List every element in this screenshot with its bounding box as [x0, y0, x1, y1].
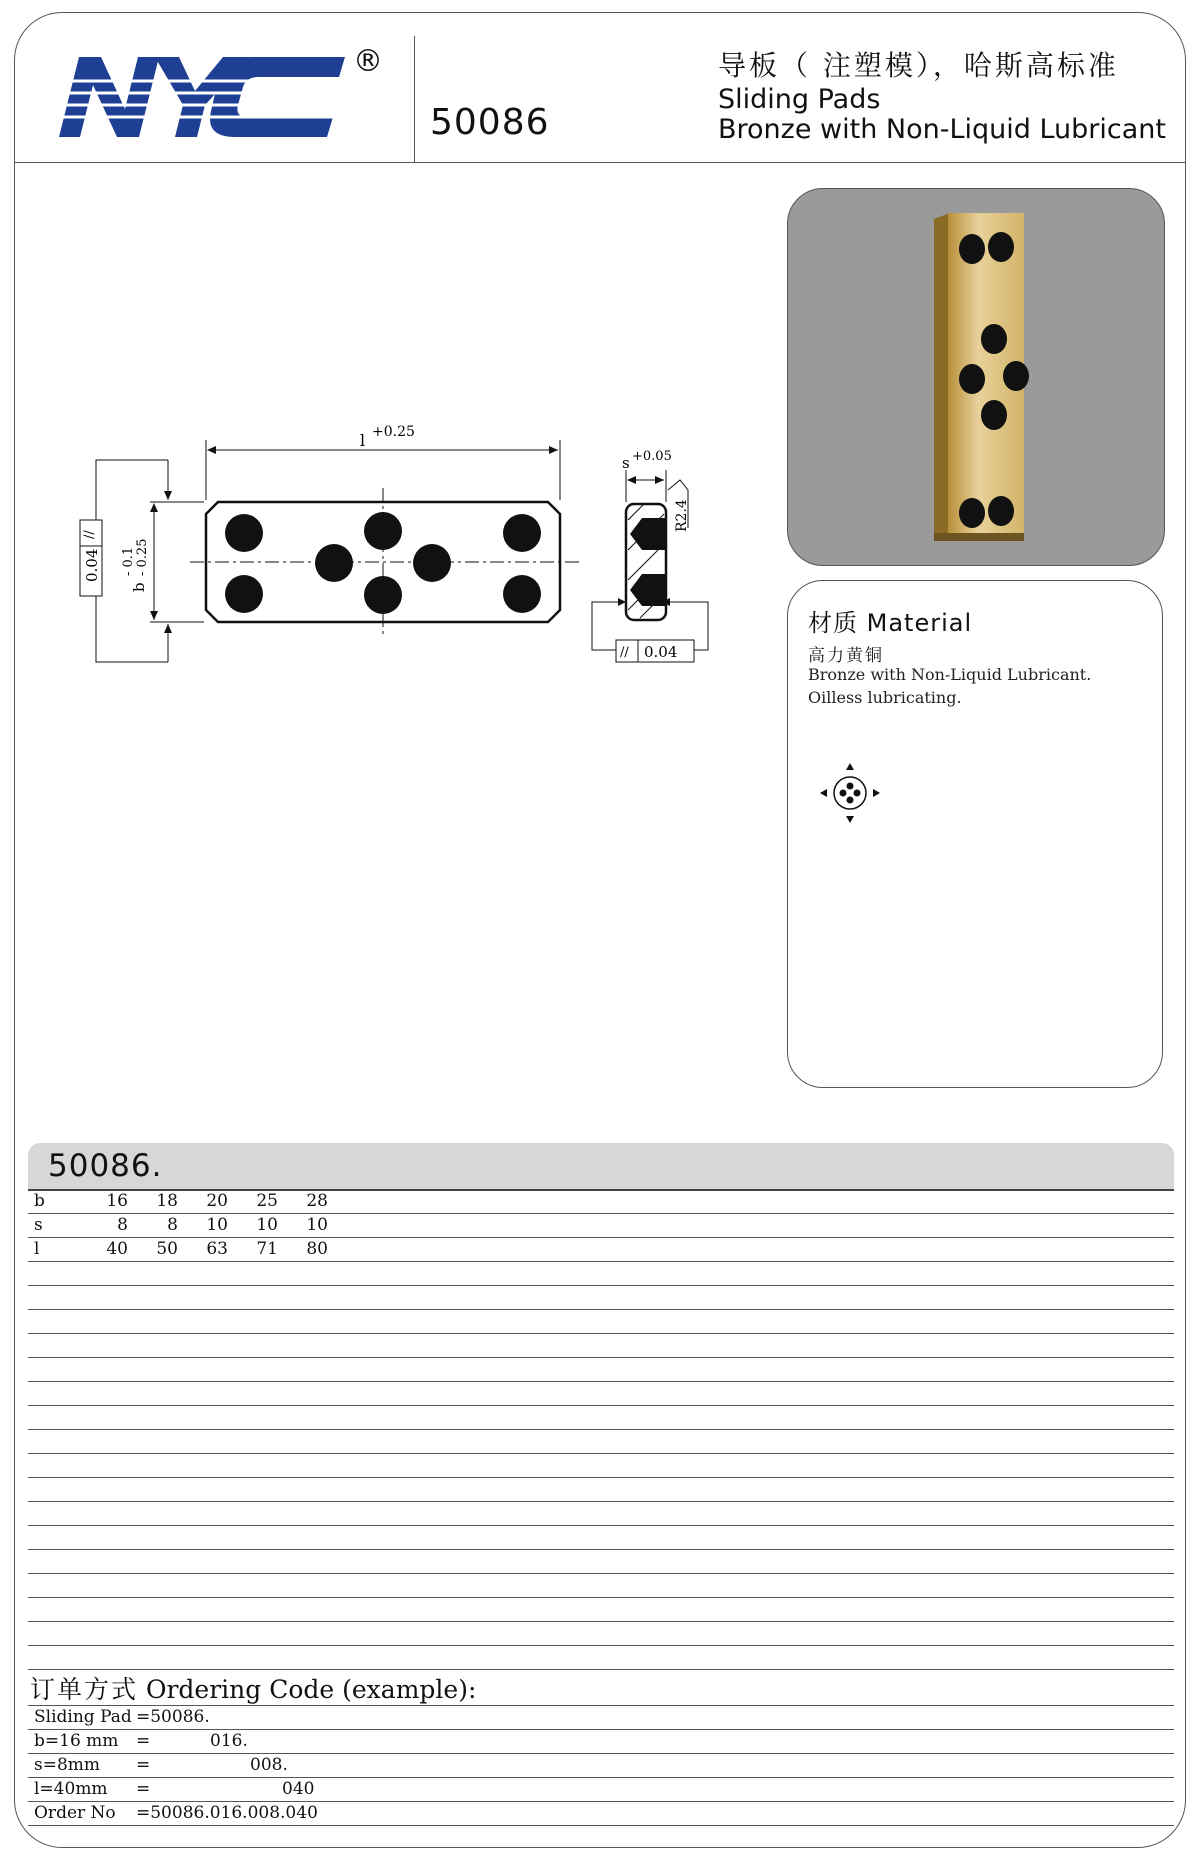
order-line-eq: =	[136, 1779, 151, 1799]
svg-text://: //	[82, 530, 97, 539]
product-photo-panel	[787, 188, 1165, 566]
table-rule	[28, 1357, 1174, 1358]
lubricant-plug	[503, 514, 541, 552]
order-line-eq: =50086.	[136, 1707, 210, 1727]
material-panel	[787, 580, 1163, 1088]
order-line-label: b=16 mm	[34, 1731, 119, 1751]
table-cell: 8	[117, 1215, 128, 1235]
registered-mark: ®	[353, 45, 383, 79]
lubricant-plug	[413, 544, 451, 582]
order-line-label: s=8mm	[34, 1755, 101, 1775]
s-tolerance: +0.05	[632, 449, 672, 464]
table-cell: 8	[167, 1215, 178, 1235]
lubricant-plug	[503, 575, 541, 613]
row-label-b: b	[34, 1191, 45, 1211]
order-rule	[28, 1801, 1174, 1802]
material-description: Bronze with Non-Liquid Lubricant.	[808, 665, 1092, 684]
table-cell: 50	[156, 1239, 178, 1259]
row-label-l: l	[34, 1239, 40, 1259]
order-line-code: 040	[282, 1779, 315, 1799]
table-cell: 40	[106, 1239, 128, 1259]
table-rule	[28, 1429, 1174, 1430]
ordering-title-en: Ordering Code (example):	[145, 1675, 477, 1704]
order-line-label: l=40mm	[34, 1779, 108, 1799]
ordering-title	[30, 1670, 476, 1706]
table-cell: 18	[156, 1191, 178, 1211]
title-chinese: 导板（ 注塑模），哈斯高标准	[718, 49, 1119, 82]
order-number: =50086.016.008.040	[136, 1803, 318, 1823]
table-rule	[28, 1501, 1174, 1502]
l-tolerance: +0.25	[372, 424, 415, 440]
s-symbol: s	[622, 454, 630, 472]
lubricant-plug	[225, 514, 263, 552]
sliding-pad-photo	[788, 189, 1164, 565]
material-title: 材质 Material	[808, 609, 973, 637]
lubricant-plug	[315, 544, 353, 582]
order-rule	[28, 1705, 1174, 1706]
multidirectional-lubrication-icon	[818, 761, 882, 825]
l-symbol: l	[360, 431, 366, 450]
table-rule	[28, 1597, 1174, 1598]
table-cell: 20	[206, 1191, 228, 1211]
order-line-label: Order No	[34, 1803, 116, 1823]
table-rule	[28, 1621, 1174, 1622]
order-rule	[28, 1777, 1174, 1778]
table-header-band	[28, 1143, 1174, 1189]
table-cell: 10	[256, 1215, 278, 1235]
table-rule	[28, 1333, 1174, 1334]
lubricant-plug	[364, 512, 402, 550]
table-rule	[28, 1285, 1174, 1286]
table-rule	[28, 1525, 1174, 1526]
header-divider	[14, 162, 1186, 163]
table-cell: 10	[306, 1215, 328, 1235]
table-cell: 71	[256, 1239, 278, 1259]
material-note: Oilless lubricating.	[808, 688, 962, 707]
b-label: b	[130, 582, 148, 592]
table-rule	[28, 1453, 1174, 1454]
table-title: 50086.	[48, 1148, 163, 1184]
table-cell: 10	[206, 1215, 228, 1235]
lubricant-plug	[225, 575, 263, 613]
row-label-s: s	[34, 1215, 43, 1235]
table-rule	[28, 1309, 1174, 1310]
parallel-tolerance-left: 0.04	[83, 548, 101, 582]
order-rule	[28, 1729, 1174, 1730]
table-rule	[28, 1549, 1174, 1550]
table-rule	[28, 1213, 1174, 1214]
header-vertical-divider	[414, 36, 415, 162]
radius-label: R2.4	[674, 499, 690, 532]
ordering-title-cn: 订单方式	[30, 1675, 139, 1704]
table-rule	[28, 1477, 1174, 1478]
side-parallel-tolerance: 0.04	[644, 643, 678, 661]
b-tol-top: - 0.1	[121, 546, 136, 576]
table-rule	[28, 1573, 1174, 1574]
b-tol-bottom: - 0.25	[135, 538, 150, 576]
material-chinese: 高力黄铜	[808, 646, 884, 666]
lubricant-plug	[364, 576, 402, 614]
table-rule	[28, 1261, 1174, 1262]
part-number: 50086	[430, 102, 550, 143]
table-rule	[28, 1405, 1174, 1406]
svg-text://: //	[620, 645, 629, 660]
order-line-label: Sliding Pad	[34, 1707, 132, 1727]
table-cell: 16	[106, 1191, 128, 1211]
technical-drawing	[70, 410, 730, 680]
order-line-eq: =	[136, 1731, 151, 1751]
order-rule	[28, 1825, 1174, 1826]
table-cell: 80	[306, 1239, 328, 1259]
table-rule	[28, 1645, 1174, 1646]
order-line-code: 008.	[250, 1755, 288, 1775]
title-english-1: Sliding Pads	[718, 84, 881, 115]
table-rule	[28, 1237, 1174, 1238]
order-line-code: 016.	[210, 1731, 248, 1751]
nyc-logo	[55, 45, 395, 145]
table-cell: 28	[306, 1191, 328, 1211]
order-rule	[28, 1753, 1174, 1754]
table-cell: 25	[256, 1191, 278, 1211]
title-english-2: Bronze with Non-Liquid Lubricant	[718, 114, 1166, 145]
table-rule	[28, 1381, 1174, 1382]
table-cell: 63	[206, 1239, 228, 1259]
order-line-eq: =	[136, 1755, 151, 1775]
